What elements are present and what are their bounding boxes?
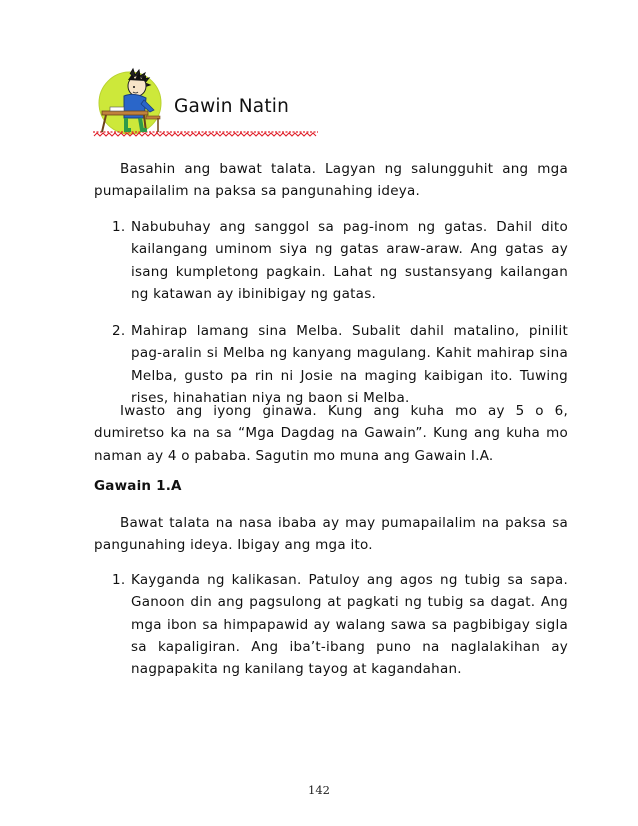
- list-item: [94, 216, 568, 305]
- instruction-paragraph: Basahin ang bawat talata. Lagyan ng salungguhit ang mga pumapailalim na paksa sa pangunahing ideya.: [94, 161, 568, 200]
- section-instruction: Bawat talata na nasa ibaba ay may pumapailalim na paksa sa pangunahing ideya. Ibigay ang mga ito.: [94, 515, 568, 554]
- list-item: [94, 569, 568, 680]
- list-item-text: Nabubuhay ang sanggol sa pag-inom ng gatas. Dahil dito kailangang uminom siya ng gatas araw-araw. Ang gatas ay isang kumpletong pagkain. Lahat ng sustansyang kailangan ng katawan ay ibinibigay ng gatas.: [131, 219, 568, 302]
- check-answers-paragraph: Iwasto ang iyong ginawa. Kung ang kuha mo ay 5 o 6, dumiretso ka na sa “Mga Dagdag na Gawain”. Kung ang kuha mo naman ay 4 o pababa. Sagutin mo muna ang Gawain I.A.: [94, 403, 568, 464]
- list-item-number: 1.: [112, 219, 126, 235]
- list-item-text: Kayganda ng kalikasan. Patuloy ang agos ng tubig sa sapa. Ganoon din ang pagsulong at pagkati ng tubig sa dagat. Ang mga ibon sa himpapawid ay walang sawa sa pagbibigay sigla sa kapaligiran. Ang iba’t-ibang puno na naglalakihan ay nagpapakita ng kanilang tayog at kagandahan.: [131, 572, 568, 678]
- list-item: [94, 320, 568, 409]
- list-item-number: 2.: [112, 323, 126, 339]
- activity-header: [90, 66, 320, 146]
- activity-title: Gawin Natin: [174, 96, 290, 117]
- list-item-number: 1.: [112, 572, 126, 588]
- page-number: 142: [308, 783, 330, 797]
- section-heading: Gawain 1.A: [94, 478, 182, 494]
- list-item-text: Mahirap lamang sina Melba. Subalit dahil matalino, pinilit pag-aralin si Melba ng kanyang magulang. Kahit mahirap sina Melba, gusto pa rin ni Josie na maging kaibigan ito. Tuwing rises, hinahatian niya ng baon si Melba.: [131, 323, 568, 406]
